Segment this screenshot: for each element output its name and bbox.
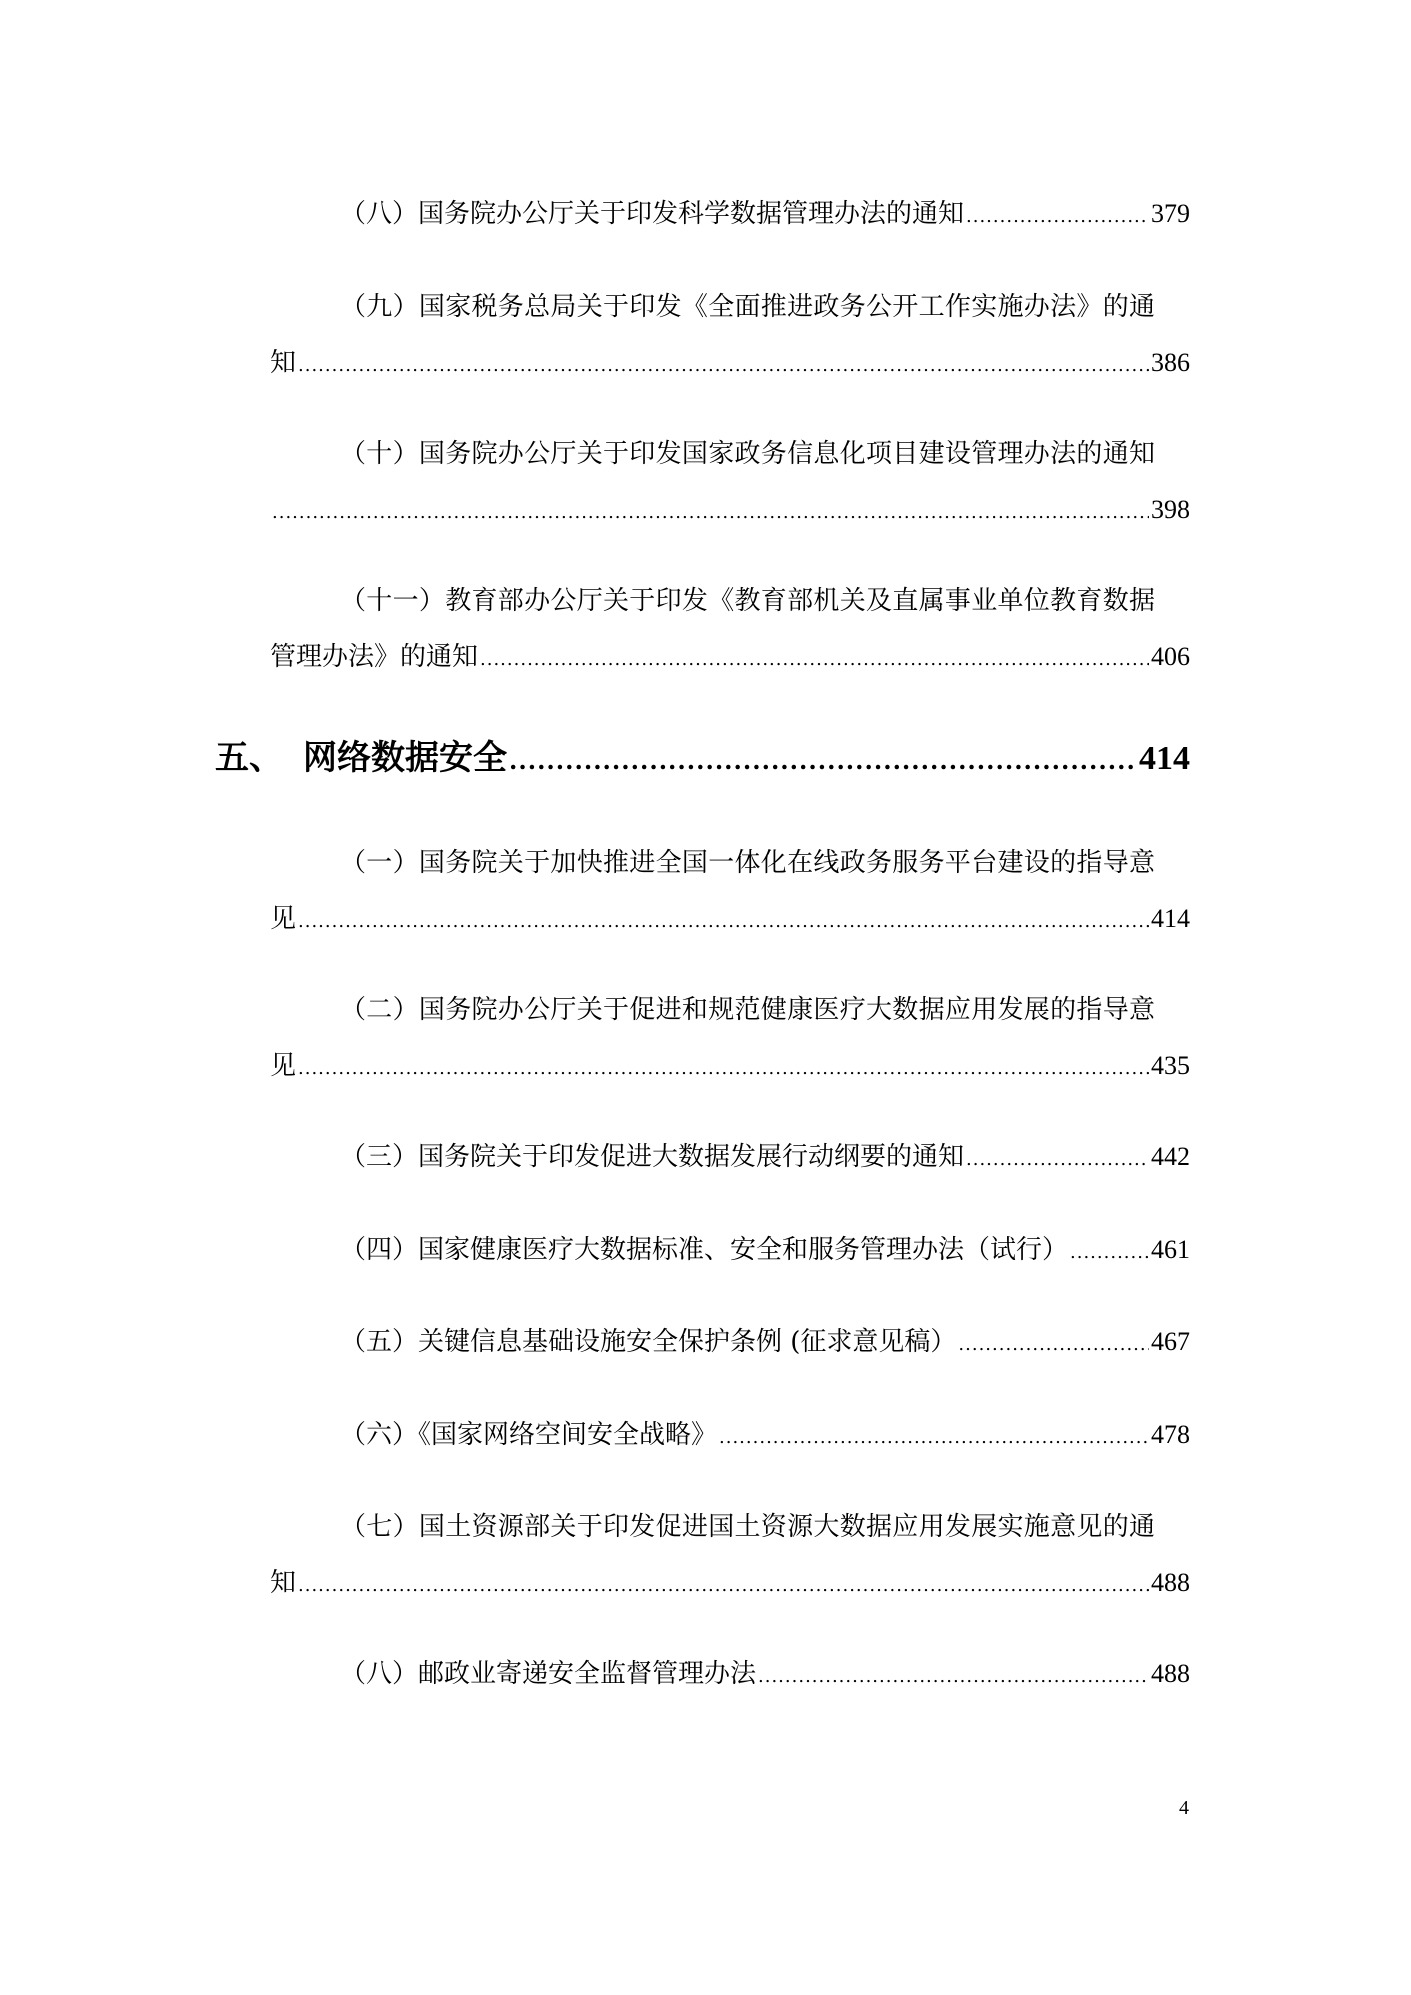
toc-entry[interactable]	[270, 1222, 1190, 1278]
toc-entry-page: 398	[1151, 495, 1190, 524]
toc-leader-dots	[958, 1317, 1149, 1373]
toc-entry[interactable]	[270, 426, 1190, 538]
toc-entry-page: 467	[1151, 1327, 1190, 1356]
toc-entry[interactable]	[270, 1129, 1190, 1185]
toc-leader-dots	[298, 894, 1149, 950]
toc-entry-page: 379	[1151, 199, 1190, 228]
toc-entry-continuation: 知	[270, 1568, 297, 1598]
toc-leader-dots	[966, 189, 1149, 245]
toc-entry[interactable]	[270, 1499, 1190, 1611]
toc-entry-title: （十）国务院办公厅关于印发国家政务信息化项目建设管理办法的通知	[340, 439, 1156, 469]
toc-entry-title: （三）国务院关于印发促进大数据发展行动纲要的通知	[340, 1142, 965, 1172]
toc-section-heading[interactable]	[215, 728, 1190, 788]
toc-leader-dots	[272, 485, 1149, 541]
toc-entry-title: （八）邮政业寄递安全监督管理办法	[340, 1659, 757, 1689]
toc-entry-title: （二）国务院办公厅关于促进和规范健康医疗大数据应用发展的指导意	[340, 995, 1156, 1025]
toc-entry[interactable]	[270, 1314, 1190, 1370]
toc-leader-dots	[298, 1558, 1149, 1614]
toc-entry[interactable]	[270, 982, 1190, 1094]
toc-entry-page: 406	[1151, 642, 1190, 671]
toc-entry-continuation: 见	[270, 1051, 297, 1081]
toc-entry-title: （一）国务院关于加快推进全国一体化在线政务服务平台建设的指导意	[340, 848, 1156, 878]
toc-entry-page: 386	[1151, 348, 1190, 377]
toc-entry-title: （四）国家健康医疗大数据标准、安全和服务管理办法（试行）	[340, 1235, 1069, 1265]
page-number: 4	[1179, 1797, 1189, 1819]
toc-leader-dots	[298, 338, 1149, 394]
toc-entry-page: 488	[1151, 1659, 1190, 1688]
toc-entry-page: 478	[1151, 1420, 1190, 1449]
toc-leader-dots	[298, 1041, 1149, 1097]
toc-entry-page: 442	[1151, 1142, 1190, 1171]
toc-entry-page: 488	[1151, 1568, 1190, 1597]
toc-entry-title: （五）关键信息基础设施安全保护条例 (征求意见稿）	[340, 1327, 957, 1357]
section-number: 五、	[215, 738, 283, 778]
toc-leader-dots	[509, 731, 1137, 791]
toc-entry[interactable]	[270, 1646, 1190, 1702]
toc-entry[interactable]	[270, 186, 1190, 242]
toc-entry-page: 435	[1151, 1051, 1190, 1080]
toc-entry-page: 461	[1151, 1235, 1190, 1264]
toc-entry[interactable]	[270, 573, 1190, 685]
toc-entry-title: （十一）教育部办公厅关于印发《教育部机关及直属事业单位教育数据	[340, 586, 1156, 616]
section-page: 414	[1139, 740, 1190, 777]
toc-leader-dots	[719, 1410, 1149, 1466]
toc-leader-dots	[1070, 1225, 1149, 1281]
toc-entry-page: 414	[1151, 904, 1190, 933]
toc-entry-title: （七）国土资源部关于印发促进国土资源大数据应用发展实施意见的通	[340, 1512, 1156, 1542]
toc-entry[interactable]	[270, 1407, 1190, 1463]
toc-entry[interactable]	[270, 835, 1190, 947]
toc-leader-dots	[480, 632, 1149, 688]
section-title: 网络数据安全	[303, 738, 507, 778]
toc-entry-title: （八）国务院办公厅关于印发科学数据管理办法的通知	[340, 199, 965, 229]
toc-leader-dots	[966, 1132, 1149, 1188]
toc-entry-continuation: 见	[270, 904, 297, 934]
toc-entry[interactable]	[270, 279, 1190, 391]
toc-entry-continuation: 管理办法》的通知	[270, 642, 479, 672]
toc-leader-dots	[758, 1649, 1149, 1705]
toc-entry-title: （九）国家税务总局关于印发《全面推进政务公开工作实施办法》的通	[340, 292, 1156, 322]
toc-entry-title: （六）《国家网络空间安全战略》	[340, 1420, 718, 1450]
toc-entry-continuation: 知	[270, 348, 297, 378]
